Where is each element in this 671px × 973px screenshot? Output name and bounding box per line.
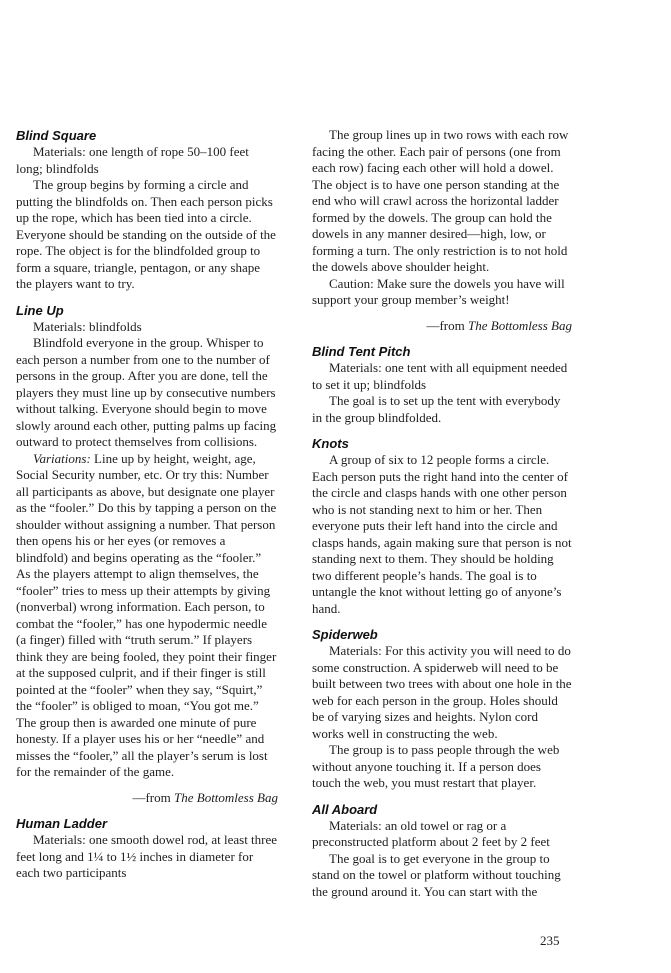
source-prefix: —from: [426, 317, 468, 333]
paragraph: The group begins by forming a circle and putting the blindfolds on. Then each person picks up the rope, which has been tied into a circle. Everyone should be standing on the outside of the rope. The object is for the blindfolded group to form a square, triangle, pentagon, or any shape the players want to try.: [16, 177, 276, 291]
paragraph: Materials: an old towel or rag or a preconstructed platform about 2 feet by 2 feet: [312, 817, 550, 849]
paragraph: Caution: Make sure the dowels you have will support your group member’s weight!: [312, 275, 565, 307]
paragraph: The goal is to set up the tent with everybody in the group blindfolded.: [312, 393, 561, 425]
section-title-spiderweb: Spiderweb: [312, 627, 378, 642]
section-title-blind-tent-pitch: Blind Tent Pitch: [312, 344, 411, 359]
paragraph: Materials: blindfolds: [33, 318, 142, 334]
paragraph: [16, 451, 278, 781]
paragraph: Blindfold everyone in the group. Whisper to each person a number from one to the number of persons in the group. After you are done, tell the players they must line up by consecutive numbers without talking. Everyone should begin to move slowly around each other, putting palms up facing outward to protect themselves from collisions.: [16, 335, 277, 449]
paragraph: A group of six to 12 people forms a circle. Each person puts the right hand into the center of the circle and clasps hands with one other person who is not standing next to him or her. Then everyone puts their left hand into the circle and clasps hands, again making sure that person is not standing next to them. They should be holding two different people’s hands. The goal is to untangle the knot without letting go of anyone’s hand.: [312, 452, 572, 616]
source-prefix: —from: [132, 789, 174, 805]
paragraph: Materials: one tent with all equipment needed to set it up; blindfolds: [312, 360, 568, 392]
paragraph: The goal is to get everyone in the group to stand on the towel or platform without touching the ground around it. You can start with the: [312, 850, 561, 899]
page-number: 235: [540, 933, 560, 948]
left-column: [16, 127, 278, 882]
source-credit: [312, 318, 572, 335]
section-title-line-up: Line Up: [16, 302, 64, 318]
variations-label: Variations:: [33, 450, 91, 466]
paragraph: The group is to pass people through the web without anyone touching it. If a person does touch the web, you must restart that player.: [312, 742, 560, 790]
source-credit: [16, 790, 278, 807]
section-title-all-aboard: All Aboard: [312, 801, 378, 817]
section-title-blind-square: Blind Square: [16, 128, 97, 143]
section-title-human-ladder: Human Ladder: [16, 816, 108, 831]
section-title-knots: Knots: [312, 436, 349, 451]
variations-text: Line up by height, weight, age, Social Security number, etc. Or try this: Number all participants as above, but designate one player as the “fooler.” Do this by tapping a person on the shoulder without assigning a number. That person then opens his or her eyes (or removes a blindfold) and begins operating as the “fooler.” As the players attempt to align themselves, the “fooler” tries to mess up their attempts by giving (nonverbal) wrong information. Each person, to combat the “fooler,” has one hypodermic needle (a finger) filled with “truth serum.” If players think they are being fooled, they point their finger at the supposed culprit, and if their finger is still pointed at the “fooler” when they say, “Squirt,” the “fooler” is obliged to moan, “You got me.” The group then is awarded one minute of pure honesty. If a player uses his or her “needle” and misses the “fooler,” all the player’s serum is lost for the remainder of the game.: [16, 450, 277, 779]
source-title: The Bottomless Bag: [468, 317, 572, 333]
paragraph: Materials: one length of rope 50–100 feet long; blindfolds: [16, 144, 249, 176]
right-column: [312, 127, 572, 900]
paragraph: The group lines up in two rows with each row facing the other. Each pair of persons (one from each row) facing each other will hold a dowel. The object is to have one person standing at the end who will crawl across the horizontal ladder formed by the dowels. The group can hold the dowels in any manner desired—high, low, or forming a turn. The only restriction is to not hold the dowels above shoulder height.: [312, 127, 569, 274]
source-title: The Bottomless Bag: [174, 789, 278, 805]
paragraph: Materials: For this activity you will need to do some construction. A spiderweb will need to be built between two trees with about one hole in the web for each person in the group. Holes should be of varying sizes and heights. Nylon cord works well in constructing the web.: [312, 643, 572, 741]
paragraph: Materials: one smooth dowel rod, at least three feet long and 1¼ to 1½ inches in diameter for each two participants: [16, 832, 278, 880]
